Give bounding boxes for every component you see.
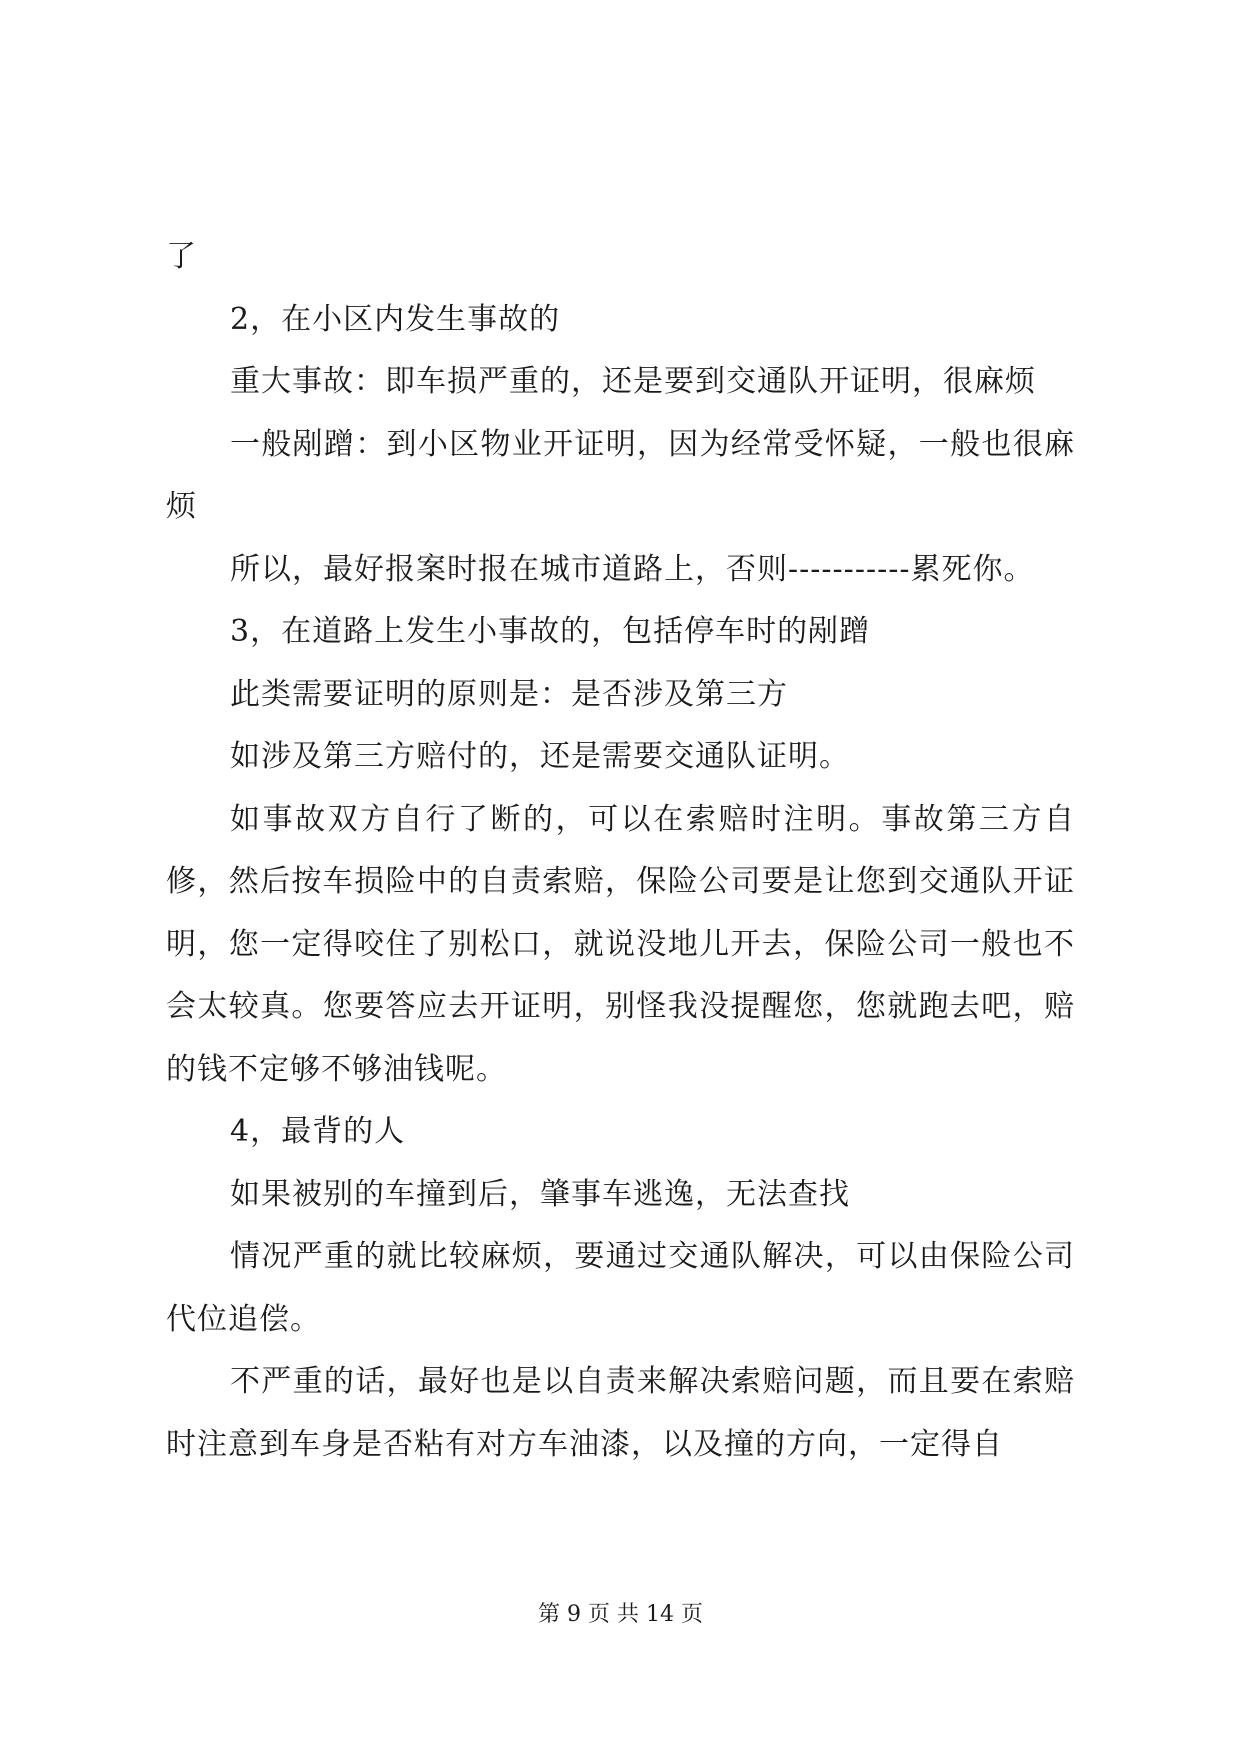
section-heading-4: 4，最背的人 (230, 1114, 406, 1149)
paragraph-self-settlement: 如事故双方自行了断的，可以在索赔时注明。事故第三方自修，然后按车损险中的自责索赔，保险公司要是让您到交通队开证明，您一定得咬住了别松口，就说没地儿开去，保险公司一般也不会太较真。您要答应去开证明，别怪我没提醒您，您就跑去吧，赔的钱不定够不够油钱呢。 (166, 801, 1075, 1087)
page-footer: 第 9 页 共 14 页 (538, 1602, 703, 1627)
section-heading-3: 3，在道路上发生小事故的，包括停车时的剐蹭 (230, 614, 871, 649)
paragraph-major-accident: 重大事故：即车损严重的，还是要到交通队开证明，很麻烦 (230, 364, 1036, 399)
paragraph-principle: 此类需要证明的原则是：是否涉及第三方 (230, 676, 788, 712)
paragraph-advice: 所以，最好报案时报在城市道路上，否则-----------累死你。 (230, 551, 1035, 587)
body-text (166, 226, 1075, 1476)
paragraph-minor-case: 不严重的话，最好也是以自责来解决索赔问题，而且要在索赔时注意到车身是否粘有对方车油漆，以及撞的方向，一定得自 (166, 1364, 1075, 1462)
paragraph-minor-scrape: 一般剐蹭：到小区物业开证明，因为经常受怀疑，一般也很麻烦 (166, 426, 1075, 524)
paragraph-continuation: 了 (166, 239, 197, 274)
section-heading-2: 2，在小区内发生事故的 (230, 301, 561, 337)
paragraph-serious-case: 情况严重的就比较麻烦，要通过交通队解决，可以由保险公司代位追偿。 (166, 1239, 1075, 1337)
paragraph-hit-and-run: 如果被别的车撞到后，肇事车逃逸，无法查找 (230, 1176, 850, 1212)
paragraph-third-party: 如涉及第三方赔付的，还是需要交通队证明。 (230, 739, 850, 774)
